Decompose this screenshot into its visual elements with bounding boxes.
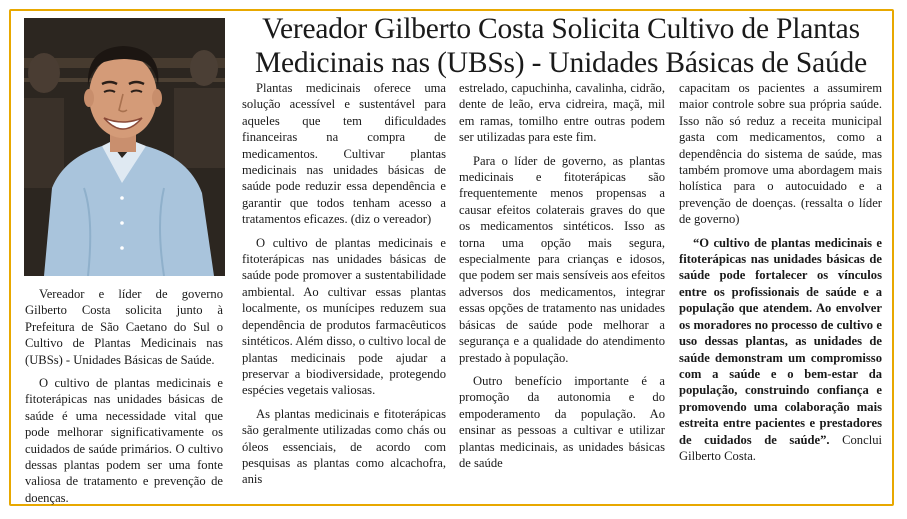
closing-quote: “O cultivo de plantas medicinais e fitoterápicas nas unidades básicas de saúde pode fortalecer os vínculos entre os profissionais de saúde e a população que atendem. Ao envolver os moradores no processo de cultivo e uso dessas plantas, as unidades de saúde demonstram um compromisso com a saúde e o bem-estar da população, construindo confiança e promovendo uma colaboração mais estreita entre pacientes e prestadores de cuidados de saúde”.	[679, 235, 882, 447]
column-3	[459, 80, 665, 478]
col3-paragraph-3: Outro benefício importante é a promoção da autonomia e do empoderamento da população. Ao ensinar as pessoas a cultivar e utilizar plantas medicinais, as unidades básicas de saúde	[459, 373, 665, 470]
col1-paragraph-2: O cultivo de plantas medicinais e fitoterápicas nas unidades básicas de saúde é uma necessidade vital que pode melhorar significativamente os cuidados de saúde primários. O cultivo dessas plantas podem ser uma fonte valiosa de tratamento e prevenção de doenças.	[25, 376, 223, 505]
col4-paragraph-1: capacitam os pacientes a assumirem maior controle sobre sua própria saúde. Isso não só reduz a receita municipal gasta com medicamentos, como a dependência do sistema de saúde, mas também promove uma abordagem mais holística para o autocuidado e a prevenção de doenças. (ressalta o líder de governo)	[679, 81, 882, 227]
photo-caption: Vereador e líder de governo Gilberto Costa solicita junto à Prefeitura de São Caetano do Sul o Cultivo de Plantas Medicinais nas (UBSs) - Unidades Básicas de Saúde.	[25, 287, 223, 367]
portrait-photo	[24, 18, 225, 276]
col3-paragraph-2: Para o líder de governo, as plantas medicinais e fitoterápicas são frequentemente menos propensas a causar efeitos colaterais graves do que os medicamentos sintéticos. Isso as torna uma opção mais segura, especialmente para crianças e idosos, que podem ser mais sensíveis aos efeitos adversos dos medicamentos, integrar essas opções de tratamento nas unidades básicas de saúde pode melhorar a segurança e a qualidade do atendimento prestado à população.	[459, 153, 665, 365]
col2-paragraph-3: As plantas medicinais e fitoterápicas são geralmente utilizadas como chás ou óleos essenciais, de acordo com pesquisas as plantas como alcachofra, anis	[242, 406, 446, 487]
col4-quote-paragraph	[679, 235, 882, 465]
column-1	[25, 286, 223, 513]
col2-paragraph-1: Plantas medicinais oferece uma solução acessível e sustentável para aqueles que tem dificuldades financeiras na compra de medicamentos. Cultivar plantas medicinais nas unidades básicas de saúde pode reduzir essa dependência e garantir que todos tenham acesso a tratamentos eficazes. (diz o vereador)	[242, 81, 446, 227]
portrait-illustration	[24, 18, 225, 276]
column-2	[242, 80, 446, 495]
column-4	[679, 80, 882, 471]
article-title	[232, 12, 890, 80]
title-line-1: Vereador Gilberto Costa Solicita Cultivo de Plantas	[262, 13, 860, 45]
title-line-2: Medicinais nas (UBSs) - Unidades Básicas de Saúde	[254, 47, 868, 79]
col2-paragraph-2: O cultivo de plantas medicinais e fitoterápicas nas unidades básicas de saúde pode promover a sustentabilidade ambiental. Ao cultivar essas plantas localmente, os munícipes reduzem sua dependência de produtos farmacêuticos sintéticos. Além disso, o cultivo local de plantas medicinais pode ajudar a preservar a biodiversidade, protegendo espécies vegetais valiosas.	[242, 235, 446, 398]
quote-attribution: Conclui Gilberto Costa.	[679, 432, 882, 463]
col3-paragraph-1: estrelado, capuchinha, cavalinha, cidrão, dente de leão, erva cidreira, maçã, mil em ramas, tomilho entre outras podem ser utilizadas para este fim.	[459, 81, 665, 145]
